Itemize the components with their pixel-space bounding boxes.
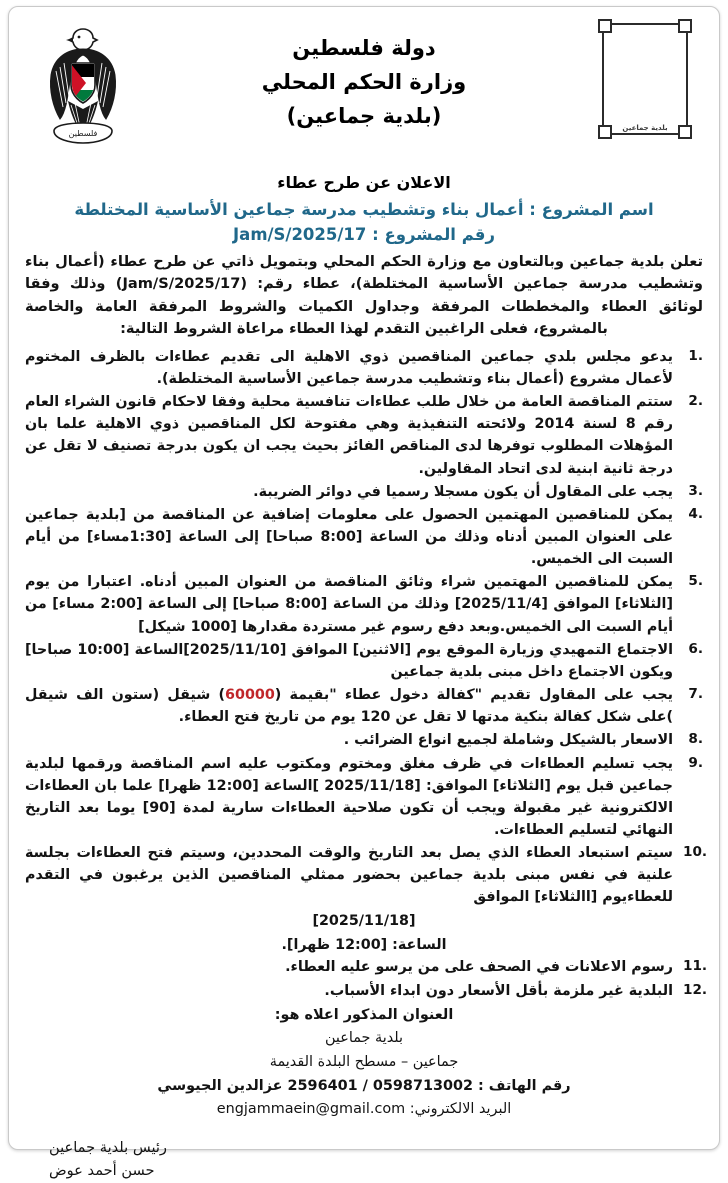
project-number-row xyxy=(23,223,705,247)
signature-name: حسن أحمد عوض xyxy=(49,1162,155,1180)
header-titles xyxy=(143,17,585,133)
phone-label: رقم الهاتف : xyxy=(478,1077,571,1094)
clause-item: يدعو مجلس بلدي جماعين المناقصين ذوي الاهلية الى تقديم عطاءات بالظرف المختوم لأعمال مشروع (أعمال بناء وتشطيب مدرسة جماعين الأساسية المختلطة). xyxy=(25,348,673,387)
project-name-label: اسم المشروع : xyxy=(529,200,654,219)
clause-item: سيتم استبعاد العطاء الذي يصل بعد التاريخ والوقت المحددين، وسيتم فتح العطاءات بجلسة علنية في نفس مبنى بلدية جماعين بحضور ممثلي المناقصين الذين يرغبون في التقدم للعطاءيوم [االثلاثاء] الموافق xyxy=(25,845,673,906)
svg-text:فلسطين: فلسطين xyxy=(68,129,98,138)
address-line-2: جماعين – مسطح البلدة القديمة xyxy=(269,1053,459,1070)
bid-bond-amount: 60000 xyxy=(225,687,275,704)
document-sheet xyxy=(8,6,720,1180)
address-line-1: بلدية جماعين xyxy=(324,1030,404,1047)
announcement-title: الاعلان عن طرح عطاء xyxy=(277,173,451,192)
project-name-row xyxy=(23,198,705,222)
email-value[interactable]: engjammaein@gmail.com xyxy=(216,1101,406,1118)
contact-person: عزالدين الجيوسي xyxy=(157,1077,283,1094)
clause-item: الاسعار بالشيكل وشاملة لجميع انواع الضرائب . xyxy=(343,732,673,749)
clause10-time: الساعة: [12:00 ظهرا]. xyxy=(281,936,447,953)
clause10-date: [2025/11/18] xyxy=(312,912,416,929)
email-row[interactable] xyxy=(23,1098,705,1122)
conditions-list-cont xyxy=(23,956,705,1001)
municipality-name: (بلدية جماعين) xyxy=(286,104,442,129)
document-header xyxy=(23,17,705,167)
conditions-list xyxy=(23,346,705,909)
email-label: البريد الالكتروني: xyxy=(409,1101,512,1118)
project-identity xyxy=(23,198,705,247)
address-block xyxy=(23,1004,705,1122)
clause-item: يمكن للمناقصين المهتمين شراء وثائق المناقصة من العنوان المبين أدناه. اعتبارا من يوم [الثلاثاء] الموافق [2025/11/4] وذلك من الساعة [8:00 صباحا] إلى الساعة [2:00 مساء] من أيام السبت الى الخميس.وبعد دفع رسوم غير مستردة مقدارها [1000 شيكل] xyxy=(25,574,673,635)
clause-item: يجب على المقاول أن يكون مسجلا رسميا في دوائر الضريبة. xyxy=(253,483,673,500)
address-heading: العنوان المذكور اعلاه هو: xyxy=(274,1006,454,1023)
state-name: دولة فلسطين xyxy=(292,36,436,60)
municipality-emblem-slot xyxy=(585,17,705,135)
signature-title: رئيس بلدية جماعين xyxy=(49,1138,167,1156)
clause-item: يمكن للمناقصين المهتمين الحصول على معلومات إضافية عن المناقصة من [بلدية جماعين على العنوان المبين أدناه وذلك من الساعة [8:00 صباحا] إلى الساعة [1:30مساء] من أيام السبت الى الخميس. xyxy=(25,506,674,568)
clause-item: البلدية غير ملزمة بأقل الأسعار دون ابداء الأسباب. xyxy=(324,982,673,999)
ministry-name: وزارة الحكم المحلي xyxy=(261,70,467,95)
clause-item: يجب تسليم العطاءات في ظرف مغلق ومختوم ومكتوب عليه اسم المناقصة ورقمها لبلدية جماعين قبل يوم [الثلاثاء] الموافق: [2025/11/18 ]الساعة [12:00 ظهرا] علما بان العطاءات الالكترونية غير مقبولة ويجب أن تكون صلاحية العطاءات سارية لمدة [90] يوما بعد التاريخ النهائي لتسليم العطاءات. xyxy=(25,755,673,838)
clause-item: ستتم المناقصة العامة من خلال طلب عطاءات تنافسية محلية وفقا لاحكام قانون الشراء العام رقم 8 لسنة 2014 ولائحته التنفيذية وهي مفتوحة لكل المناقصين ذوي الاهلية علما بان المؤهلات المطلوب توفرها لدى المناقص الفائز بحيث يجب ان يكون بدرجة تصنيف لا تقل عن درجة ثانية ابنية لدى اتحاد المقاولين. xyxy=(25,394,673,477)
project-number-label: رقم المشروع : xyxy=(372,224,495,244)
municipality-emblem-label: بلدية جماعين xyxy=(622,124,668,132)
municipality-emblem-icon xyxy=(602,23,688,135)
phone-value: 2596401 / 0598713002 xyxy=(287,1077,474,1094)
project-name-value: أعمال بناء وتشطيب مدرسة جماعين الأساسية المختلطة xyxy=(74,200,524,219)
intro-paragraph: تعلن بلدية جماعين وبالتعاون مع وزارة الحكم المحلي وبتمويل ذاتي عن طرح عطاء (أعمال بناء وتشطيب مدرسة جماعين الأساسية المختلطة)، عطاء رقم: (Jam/S/2025/17) وذلك وفقا لوثائق العطاء والمخططات المرفقة وجداول الكميات والشروط المرفقة العامة والخاصة بالمشروع، فعلى الراغبين التقدم لهذا العطاء مراعاة الشروط التالية: xyxy=(25,252,703,338)
palestine-eagle-emblem-icon xyxy=(44,23,122,151)
clause-item-bid-bond: يجب على المقاول تقديم "كفالة دخول عطاء "بقيمة (60000) شيقل (ستون الف شيقل )على شكل كفالة بنكية مدتها لا تقل عن 120 يوم من تاريخ فتح العطاء. xyxy=(25,687,673,726)
state-emblem-slot xyxy=(23,17,143,151)
phone-row xyxy=(23,1075,705,1099)
signature-block xyxy=(23,1136,705,1183)
project-number-value: Jam/S/2025/17 xyxy=(233,224,367,244)
clause-item: الاجتماع التمهيدي وزيارة الموقع يوم [الاثنين] الموافق [2025/11/10]الساعة [10:00 صباحا] ويكون الاجتماع داخل مبنى بلدية جماعين xyxy=(25,641,673,680)
clause-item: رسوم الاعلانات في الصحف على من يرسو عليه العطاء. xyxy=(285,959,673,976)
